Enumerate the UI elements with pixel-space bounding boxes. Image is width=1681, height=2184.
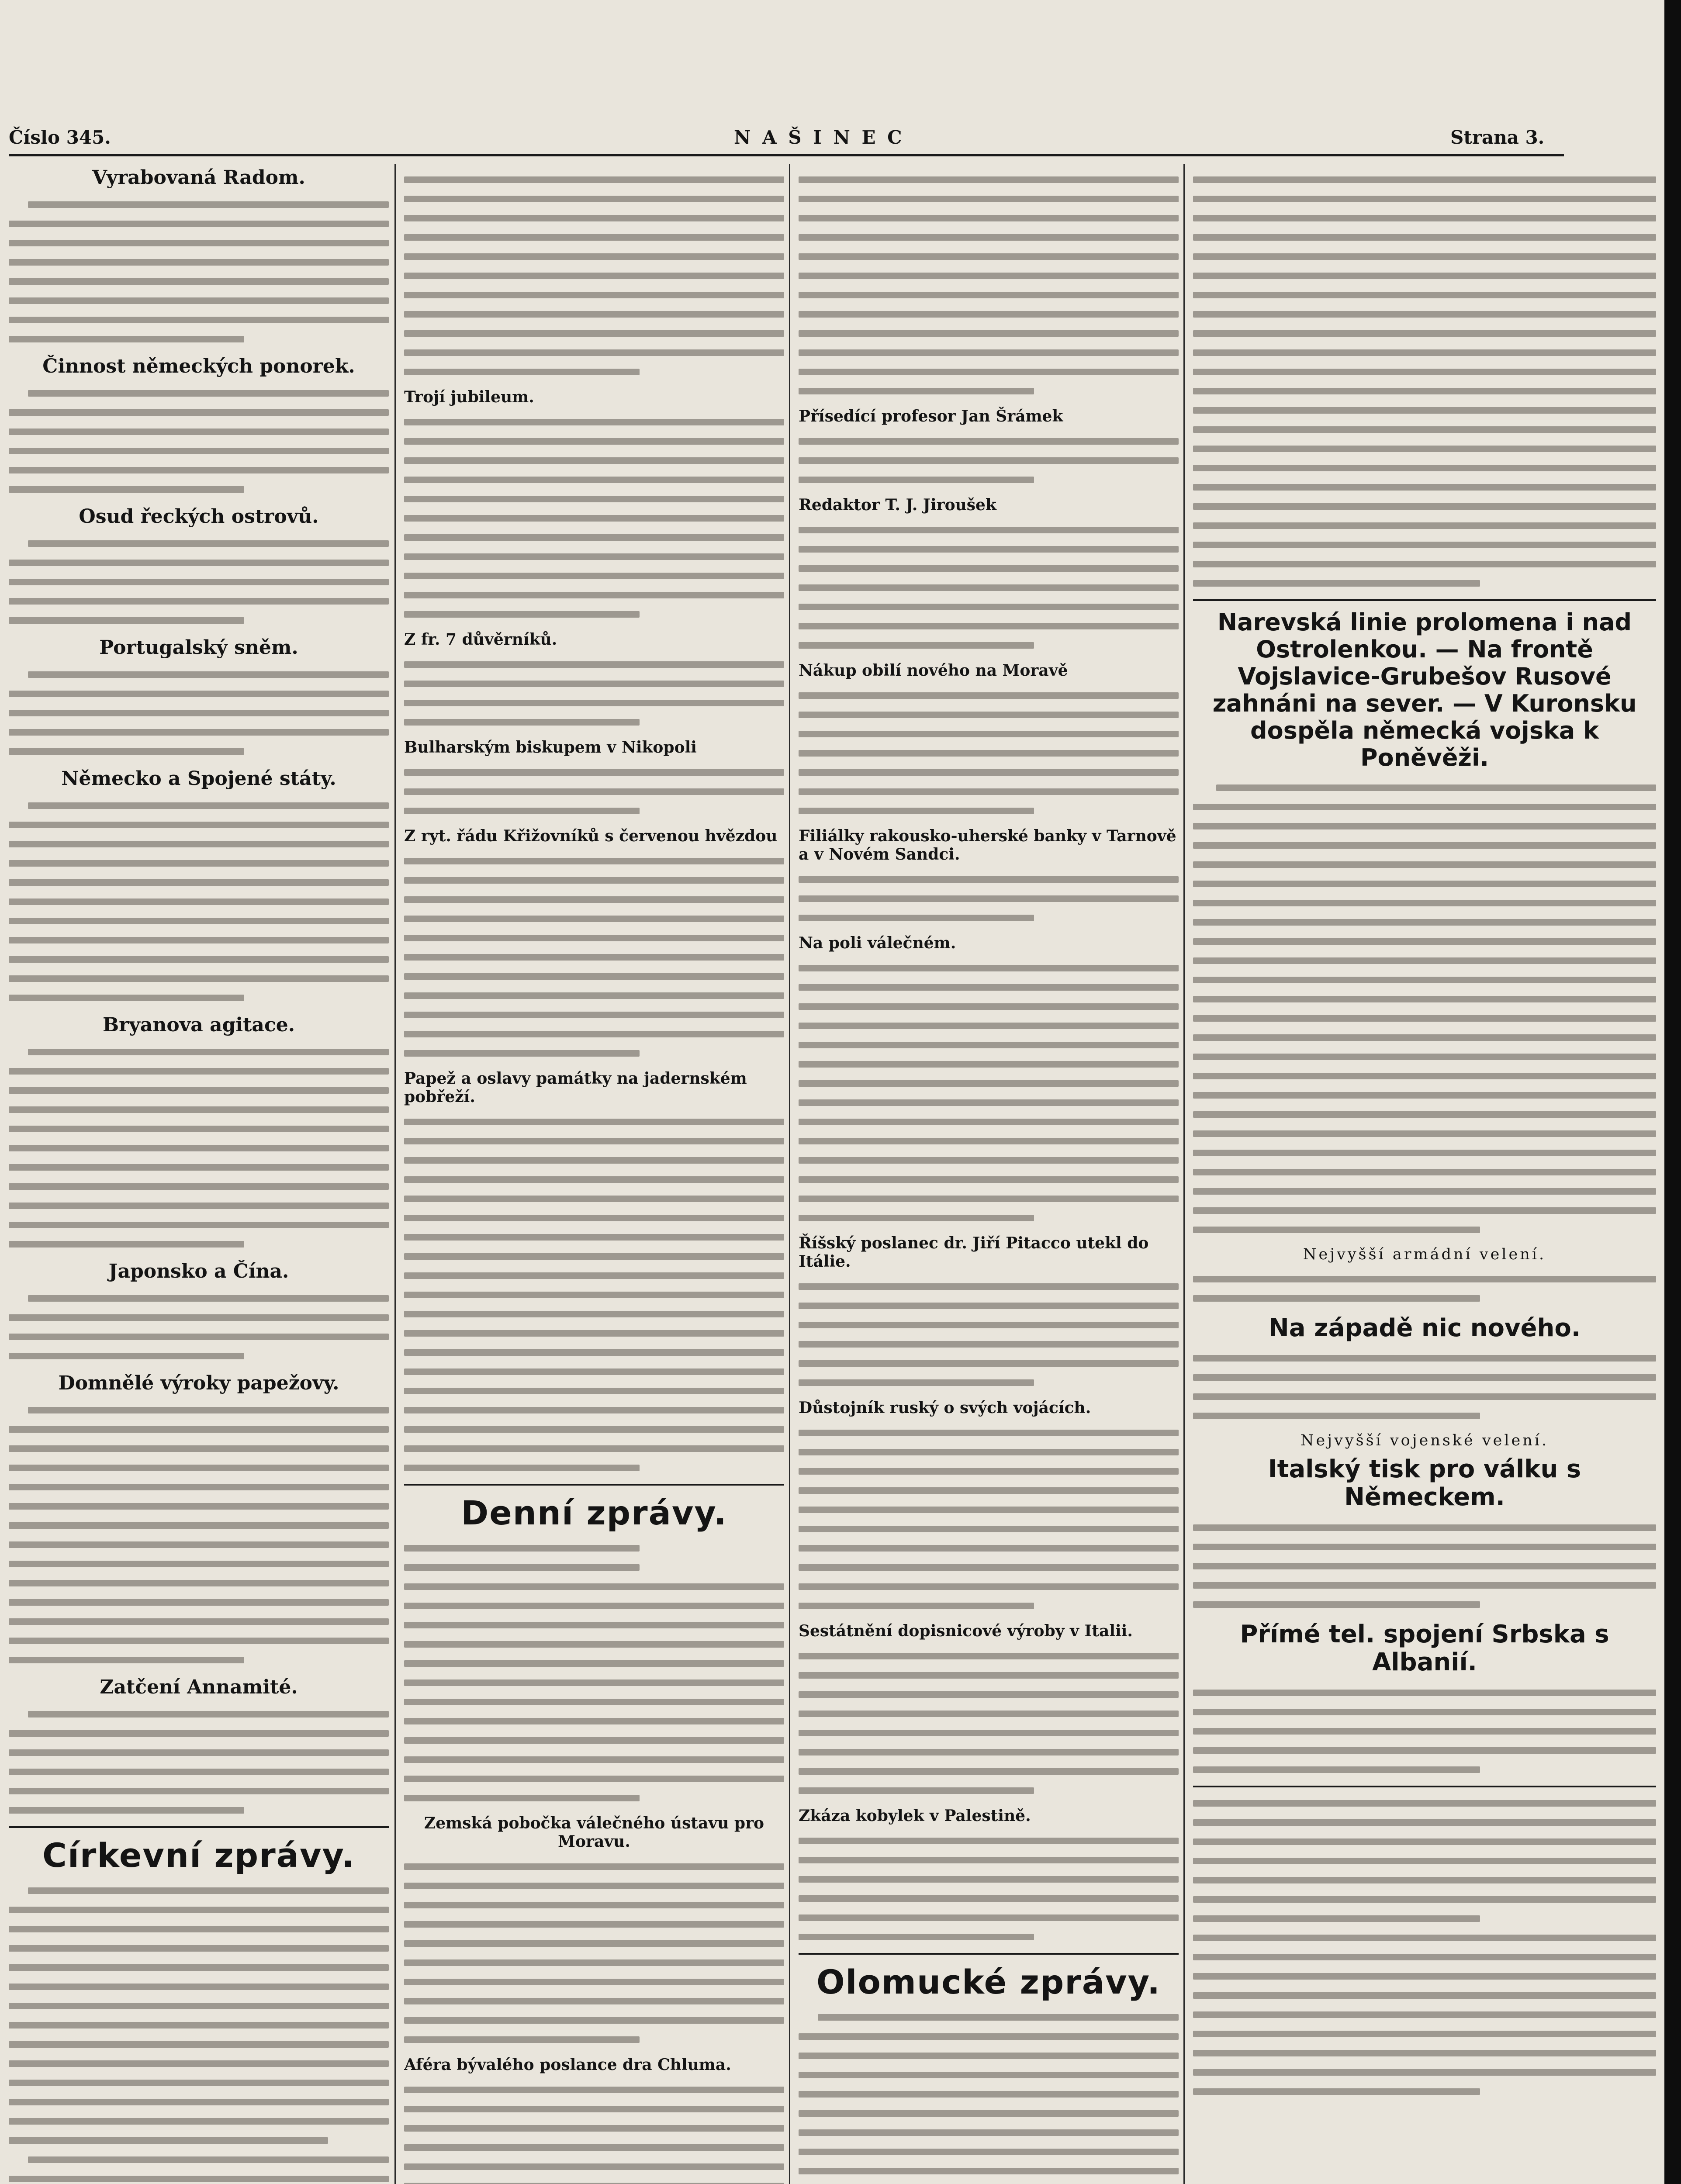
section-rule — [404, 1484, 784, 1486]
article-heading: Vyrabovaná Radom. — [92, 166, 305, 189]
signature: Nejvyšší armádní velení. — [1303, 1245, 1546, 1263]
article-heading: Přísedící profesor Jan Šrámek — [799, 407, 1063, 425]
article-body — [9, 802, 389, 1001]
article-body — [1193, 1355, 1656, 1419]
article-ponorky — [9, 355, 389, 493]
page-header — [9, 127, 1564, 153]
article-body — [9, 1407, 389, 1663]
article-body — [799, 692, 1179, 814]
article-heading: Z fr. 7 důvěrníků. — [404, 630, 557, 649]
column-rule — [1183, 164, 1185, 2184]
masthead-title: N A Š I N E C — [734, 127, 905, 148]
article-heading: Říšský poslanec dr. Jiří Pitacco utekl do Itálie. — [799, 1234, 1149, 1271]
article-body — [799, 1838, 1179, 1940]
article-body — [799, 965, 1179, 1221]
article-body — [9, 201, 389, 342]
article-heading: Japonsko a Čína. — [108, 1260, 289, 1282]
lost-notice — [1193, 1935, 1656, 2095]
article-heading: Německo a Spojené státy. — [61, 767, 336, 790]
article-heading: Bulharským biskupem v Nikopoli — [404, 738, 697, 757]
article-body — [799, 1653, 1179, 1794]
article-heading: Bryanova agitace. — [102, 1014, 295, 1036]
issue-number: Číslo 345. — [9, 127, 111, 148]
article-heading: Papež a oslavy památky na jadernském pobřeží. — [404, 1069, 747, 1106]
column-rule — [394, 164, 396, 2184]
war-report-body — [1193, 784, 1656, 1233]
continued-text — [799, 176, 1179, 394]
article-heading: Osud řeckých ostrovů. — [79, 505, 319, 528]
column-rule — [789, 164, 790, 2184]
section-rule — [9, 1826, 389, 1828]
section-heading-denni: Denní zprávy. — [461, 1493, 727, 1532]
section-rule — [799, 1953, 1179, 1955]
article-body — [9, 1295, 389, 1359]
article-heading: Z ryt. řádu Křižovníků s červenou hvězdou — [404, 827, 778, 845]
railway-notice — [1193, 1800, 1656, 1922]
article-heading: Aféra bývalého poslance dra Chluma. — [404, 2056, 731, 2074]
section-rule — [1193, 1786, 1656, 1787]
article-heading: Zemská pobočka válečného ústavu pro Moravu. — [424, 1814, 764, 1851]
column-2 — [404, 164, 784, 2184]
article-body — [404, 769, 784, 814]
column-4 — [1193, 164, 1656, 2184]
article-body — [799, 876, 1179, 921]
article-radom — [9, 166, 389, 342]
section-heading-cirkevni: Církevní zprávy. — [42, 1836, 355, 1875]
section-heading-olomucke: Olomucké zprávy. — [816, 1963, 1161, 2001]
header-rule — [9, 154, 1564, 156]
article-usa — [9, 767, 389, 1001]
article-body — [404, 661, 784, 726]
article-heading: Nákup obilí nového na Moravě — [799, 661, 1068, 680]
article-body — [1193, 1690, 1656, 1773]
article-body — [404, 1863, 784, 2043]
article-body — [1193, 1524, 1656, 1608]
article-body — [9, 390, 389, 493]
article-heading: Zatčení Annamité. — [100, 1676, 298, 1698]
article-annamite — [9, 1676, 389, 1814]
continued-text — [1193, 176, 1656, 587]
signature: Nejvyšší vojenské velení. — [1300, 1431, 1549, 1449]
article-body — [404, 858, 784, 1057]
article-body — [9, 1711, 389, 1814]
page-number: Strana 3. — [1450, 127, 1545, 148]
note — [1193, 1276, 1656, 1302]
article-body — [404, 2087, 784, 2184]
article-body — [404, 1119, 784, 1471]
article-body — [404, 419, 784, 618]
page-edge — [1664, 0, 1681, 2184]
article-heading: Sestátnění dopisnicové výroby v Italii. — [799, 1622, 1133, 1640]
article-heading: Důstojník ruský o svých vojácích. — [799, 1399, 1091, 1417]
article-body — [799, 527, 1179, 649]
column-3 — [799, 164, 1179, 2184]
article-heading: Filiálky rakousko-uherské banky v Tarnově a v Novém Sandci. — [799, 827, 1176, 864]
article-heading: Portugalský sněm. — [99, 636, 298, 659]
article-body — [9, 671, 389, 755]
article-heading: Domnělé výroky papežovy. — [58, 1372, 339, 1394]
section-rule — [1193, 599, 1656, 601]
article-heading: Činnost německých ponorek. — [42, 355, 355, 377]
article-bryan — [9, 1014, 389, 1248]
article-body — [9, 540, 389, 624]
article-heading: Trojí jubileum. — [404, 388, 534, 406]
article-heading: Na poli válečném. — [799, 934, 956, 952]
article-ostrovy — [9, 505, 389, 624]
article-body — [799, 1430, 1179, 1609]
article-body — [799, 1283, 1179, 1386]
cirkevni-body — [9, 1887, 389, 2184]
section-heading-srbsko: Přímé tel. spojení Srbska s Albanií. — [1240, 1620, 1609, 1677]
article-heading: Redaktor T. J. Jiroušek — [799, 496, 996, 514]
article-japonsko — [9, 1260, 389, 1359]
article-heading: Zkáza kobylek v Palestině. — [799, 1807, 1031, 1825]
section-heading-ital: Italský tisk pro válku s Německem. — [1268, 1455, 1581, 1512]
column-1 — [9, 164, 389, 2184]
article-portugal — [9, 636, 389, 755]
section-heading-zapad: Na západě nic nového. — [1268, 1313, 1581, 1342]
calendar-block — [404, 1545, 784, 1801]
article-body — [9, 1049, 389, 1248]
continued-text — [404, 176, 784, 375]
olomucke-body — [799, 2014, 1179, 2184]
war-headline: Narevská linie prolomena i nad Ostrolenkou. — Na frontě Vojslavice-Grubešov Rusové zahnáni na sever. — V Kuronsku dospěla německá vojska k Poněvěži. — [1212, 608, 1637, 772]
article-body — [799, 438, 1179, 483]
article-papez-vyroky — [9, 1372, 389, 1663]
